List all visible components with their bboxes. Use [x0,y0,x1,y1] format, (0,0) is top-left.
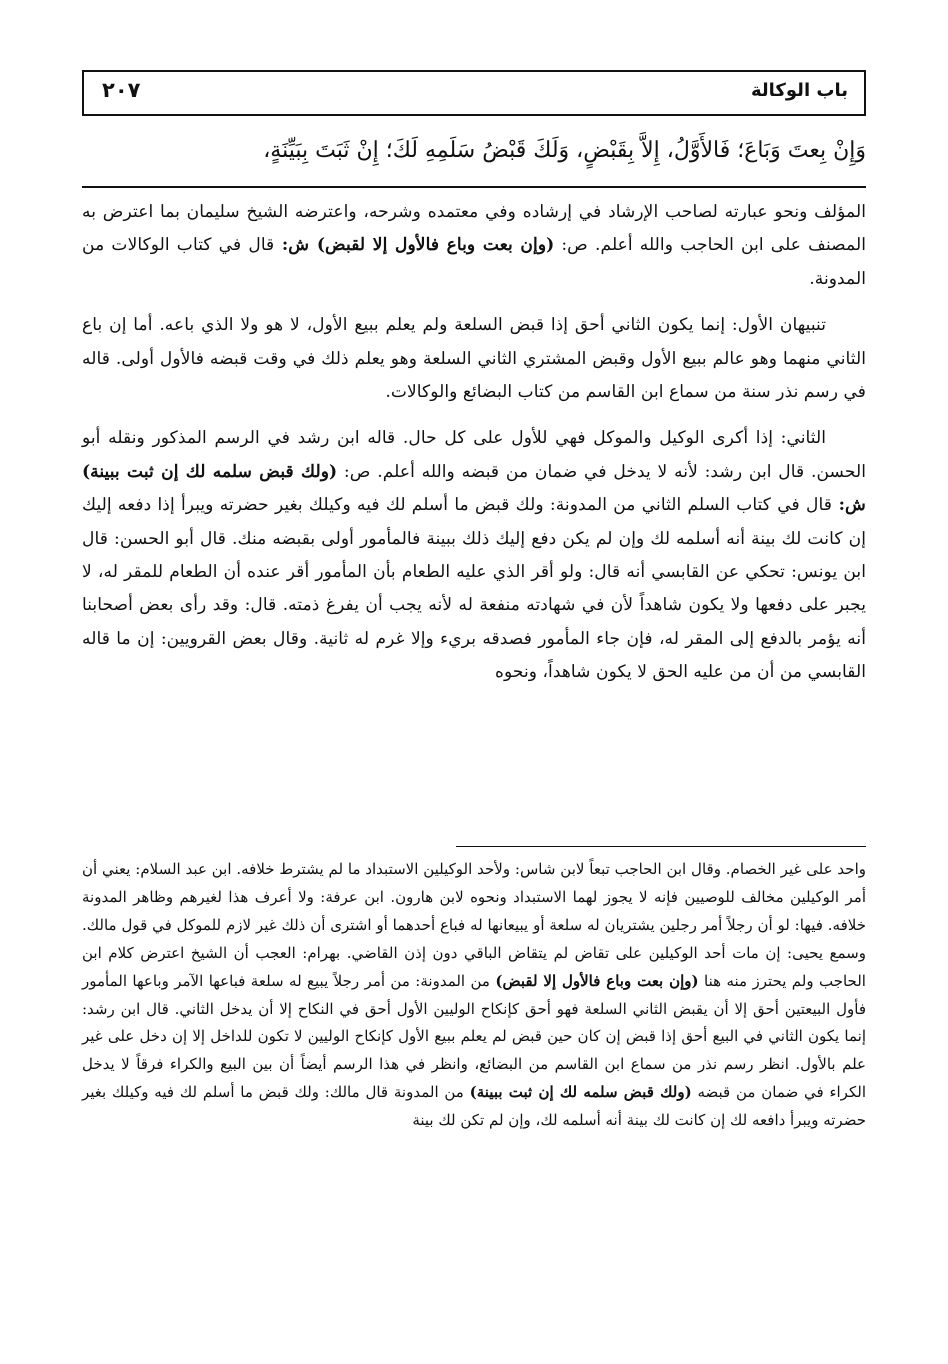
fn-quote-1: (وإن بعت وباع فالأول إلا لقبض) [495,971,699,990]
page-header [82,70,866,116]
p3-sharh-marker: ش: [831,495,866,516]
p1-text-a: المؤلف ونحو عبارته لصاحب الإرشاد في إرشاده وفي معتمده وشرحه، واعترضه الشيخ سليمان بما اعترض به المصنف على ابن الحاجب والله أعلم. ص: [82,202,866,256]
footnote-divider [456,846,866,847]
chapter-title: باب الوكالة [751,80,848,101]
p1-quote: (وإن بعت وباع فالأول إلا لقبض) [316,235,555,256]
paragraph-3 [82,422,866,689]
matn-verse: وَإِنْ بِعتَ وَبَاعَ؛ فَالأَوَّلُ، إِلاَّ بِقَبْضٍ، وَلَكَ قَبْضُ سَلَمِهِ لَكَ؛ إِنْ ثَبَتَ بِبَيِّنَةٍ، [263,138,866,163]
footnote-paragraph [82,856,866,1135]
verse-divider [82,186,866,188]
p1-text-d: قال في كتاب الوكالات من المدونة. [82,235,866,289]
paragraph-2: تنبيهان الأول: إنما يكون الثاني أحق إذا قبض السلعة ولم يعلم ببيع الأول، لا هو ولا الذي باعه. أما إن باع الثاني منهما وهو عالم ببيع الأول وقبض المشتري الثاني السلعة وهو يعلم ذلك في وقت قبضه فالأول أولى. قاله في رسم نذر سنة من سماع ابن القاسم من كتاب البضائع والوكالات. [82,315,866,403]
fn-text-c: من المدونة: من أمر رجلاً يبيع له سلعة فباعها الآمر وباعها المأمور فأول البيعتين أحق إلا أن يقبض الثاني السلعة فهو أحق كإنكاح الوليين الأول أحق في النكاح إلا أن يدخل الثاني. قال ابن رشد: إنما يكون الثاني في البيع أحق إذا قبض إن كان حين قبض لم يعلم ببيع الأول كإنكاح الوليين لا تكون للداخل إلا إن دخل على غير علم بالأول. انظر رسم نذر من سماع ابن القاسم من البضائع، وانظر في هذا الرسم أيضاً أن بين البيع والكراء فرقاً لا يدخل الكراء في ضمان من قبضه [82,971,866,1102]
fn-text-a: واحد على غير الخصام. وقال ابن الحاجب تبعاً لابن شاس: ولأحد الوكيلين الاستبداد ما لم يشترط خلافه. ابن عبد السلام: يعني أن أمر الوكيلين مخالف للوصيين فإنه لا يجوز لهما الاستبداد ونحوه لابن هارون. ابن عرفة: ولا أعرف هذا لغيرهم وظاهر المدونة خلافه. فيها: لو أن رجلاً أمر رجلين يشتريان له سلعة أو يبيعانها له فباع أحدهما أو اشترى أن ذلك غير لازم للموكل في قول مالك. وسمع يحيى: إن مات أحد الوكيلين على تقاض لم يتقاض الباقي دون إذن القاضي. بهرام: العجب أن الشيخ اعترض كلام ابن الحاجب ولم يحترز منه هنا [82,860,866,990]
paragraph-1 [82,196,866,296]
p1-sharh-marker: ش: [274,235,317,256]
main-commentary [82,196,866,703]
p3-quote: (ولك قبض سلمه لك إن ثبت ببينة) [82,461,338,482]
footnotes [82,856,866,1135]
fn-text-e: من المدونة قال مالك: ولك قبض ما أسلم لك فيه وكيلك بغير حضرته ويبرأ دافعه لك إن كانت لك بينة أنه أسلمه لك، وإن لم تكن لك بينة [82,1083,866,1130]
page-number: ٢٠٧ [102,78,141,102]
p3-text-d: قال في كتاب السلم الثاني من المدونة: ولك قبض ما أسلم لك فيه وكيلك بغير حضرته ويبرأ إذا دفعه إليك إن كانت لك بينة أنه أسلمه لك وإن لم يكن دفع إليك ذلك ببينة فالمأمور أولى بقبضه منك. قال أبو الحسن: قال ابن يونس: تحكي عن القابسي أنه قال: ولو أقر الذي عليه الطعام بأن المأمور أقر عنده أن الطعام للمقر له، لا يجبر على دفعها ولا يكون شاهداً لأن في شهادته منفعة له لأنه يجب أن يفرغ ذمته. قال: وقد رأى بعض أصحابنا أنه يؤمر بالدفع إلى المقر له، فإن جاء المأمور فصدقه بريء وإلا غرم له ثانية. وقال بعض القرويين: إن ما قاله القابسي من أن من عليه الحق لا يكون شاهداً، ونحوه [82,495,866,683]
fn-quote-2: (ولك قبض سلمه لك إن ثبت ببينة) [469,1083,692,1102]
p3-text-a: الثاني: إذا أكرى الوكيل والموكل فهي للأول على كل حال. قاله ابن رشد في الرسم المذكور ونقله أبو الحسن. قال ابن رشد: لأنه لا يدخل في ضمان من قبضه والله أعلم. ص: [82,428,866,482]
